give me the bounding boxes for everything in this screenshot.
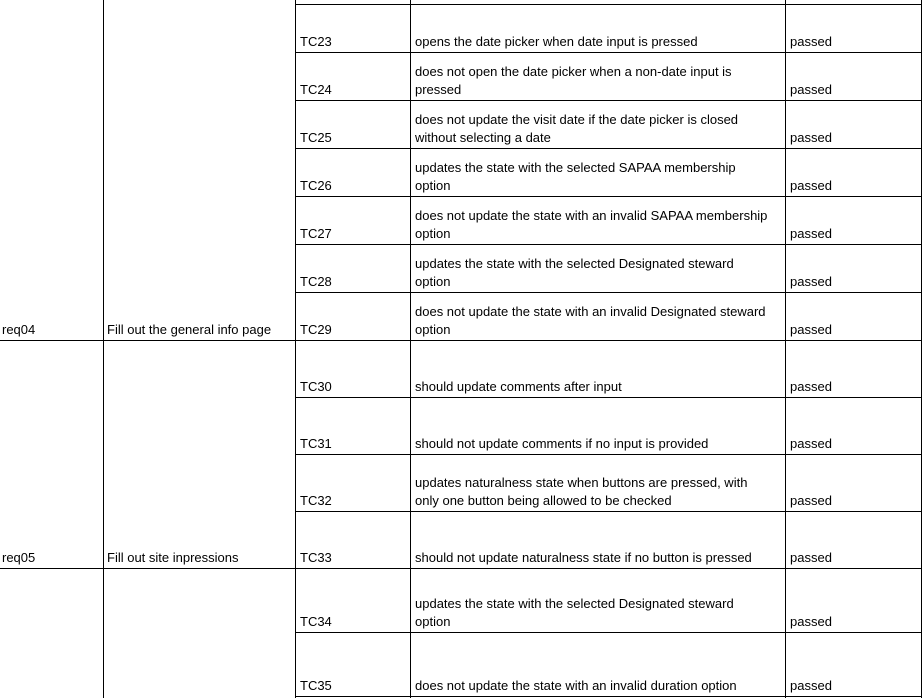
test-result-cell: passed <box>790 130 832 145</box>
test-description-cell: does not update the state with an invalid Designated steward option <box>415 304 766 337</box>
test-id-cell: TC27 <box>300 226 332 241</box>
test-description-cell: updates naturalness state when buttons are pressed, with only one button being allowed to be checked <box>415 475 748 508</box>
test-description-cell: does not update the state with an invalid SAPAA membership option <box>415 208 768 241</box>
requirement-id-cell: req05 <box>2 550 36 565</box>
test-result-cell: passed <box>790 614 832 629</box>
row-border <box>295 511 922 512</box>
test-id-cell: TC35 <box>300 678 332 693</box>
test-description-cell: updates the state with the selected Designated steward option <box>415 256 734 289</box>
test-result-cell: passed <box>790 34 832 49</box>
row-border <box>0 568 295 569</box>
row-border <box>295 397 922 398</box>
test-description-cell: should update comments after input <box>415 379 622 394</box>
column-border <box>103 0 104 698</box>
test-result-cell: passed <box>790 274 832 289</box>
row-border <box>295 696 922 697</box>
row-border <box>295 568 922 569</box>
test-description-cell: should not update comments if no input is provided <box>415 436 709 451</box>
test-id-cell: TC33 <box>300 550 332 565</box>
row-border <box>295 340 922 341</box>
test-description-cell: updates the state with the selected Designated steward option <box>415 596 734 629</box>
test-id-cell: TC24 <box>300 82 332 97</box>
row-border <box>295 4 922 5</box>
requirement-description-cell: Fill out the general info page <box>107 322 272 337</box>
test-description-cell: opens the date picker when date input is pressed <box>415 34 698 49</box>
test-id-cell: TC29 <box>300 322 332 337</box>
test-id-cell: TC31 <box>300 436 332 451</box>
test-id-cell: TC26 <box>300 178 332 193</box>
test-description-cell: should not update naturalness state if no button is pressed <box>415 550 752 565</box>
test-id-cell: TC23 <box>300 34 332 49</box>
test-description-cell: updates the state with the selected SAPAA membership option <box>415 160 736 193</box>
requirement-description-cell: Fill out site inpressions <box>107 550 239 565</box>
requirement-id-cell: req04 <box>2 322 36 337</box>
row-border <box>295 244 922 245</box>
row-border <box>295 292 922 293</box>
row-border <box>295 100 922 101</box>
row-border <box>0 340 295 341</box>
test-id-cell: TC25 <box>300 130 332 145</box>
test-description-cell: does not update the state with an invalid duration option <box>415 678 737 693</box>
row-border <box>295 52 922 53</box>
row-border <box>295 196 922 197</box>
row-border <box>295 454 922 455</box>
test-result-cell: passed <box>790 436 832 451</box>
test-id-cell: TC32 <box>300 493 332 508</box>
test-result-cell: passed <box>790 82 832 97</box>
test-id-cell: TC28 <box>300 274 332 289</box>
column-border <box>785 0 786 698</box>
row-border <box>295 632 922 633</box>
test-result-cell: passed <box>790 178 832 193</box>
test-result-cell: passed <box>790 226 832 241</box>
column-border <box>295 0 296 698</box>
test-result-cell: passed <box>790 379 832 394</box>
test-description-cell: does not open the date picker when a non-date input is pressed <box>415 64 732 97</box>
test-description-cell: does not update the visit date if the date picker is closed without selecting a date <box>415 112 739 145</box>
test-result-cell: passed <box>790 550 832 565</box>
row-border <box>295 148 922 149</box>
test-result-cell: passed <box>790 493 832 508</box>
test-id-cell: TC30 <box>300 379 332 394</box>
test-result-cell: passed <box>790 322 832 337</box>
column-border <box>410 0 411 698</box>
test-id-cell: TC34 <box>300 614 332 629</box>
test-result-cell: passed <box>790 678 832 693</box>
